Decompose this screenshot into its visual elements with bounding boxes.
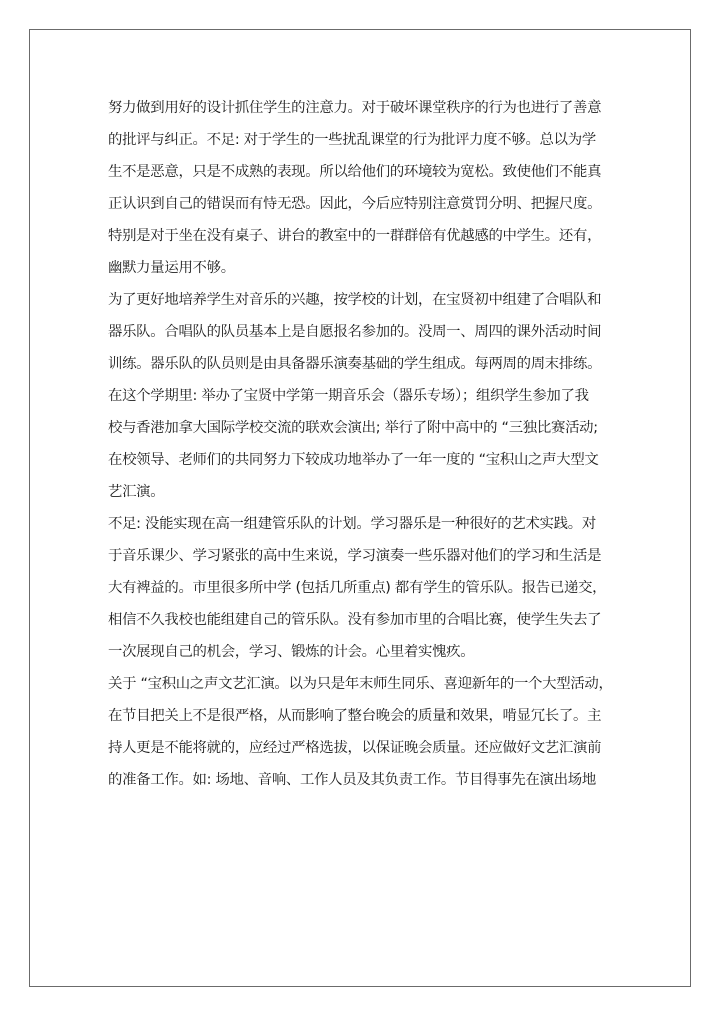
text-line: 的批评与纠正。不足: 对于学生的一些扰乱课堂的行为批评力度不够。总以为学 bbox=[108, 132, 596, 148]
text-line: 生不是恶意，只是不成熟的表现。所以给他们的环境较为宽松。致使他们不能真 bbox=[108, 164, 602, 180]
text-line: 于音乐课少、学习紧张的高中生来说，学习演奏一些乐器对他们的学习和生活是 bbox=[108, 548, 602, 564]
text-line: 器乐队。合唱队的队员基本上是自愿报名参加的。没周一、周四的课外活动时间 bbox=[108, 324, 602, 340]
document-body bbox=[108, 92, 628, 796]
paragraph-start-line: 关于 “宝积山之声文艺汇演。以为只是年末师生同乐、喜迎新年的一个大型活动， bbox=[108, 676, 613, 692]
text-line: 大有裨益的。市里很多所中学 (包括几所重点) 都有学生的管乐队。报告已递交， bbox=[108, 580, 607, 596]
text-line: 努力做到用好的设计抓住学生的注意力。对于破坏课堂秩序的行为也进行了善意 bbox=[108, 100, 602, 116]
text-line: 在校领导、老师们的共同努力下较成功地举办了一年一度的 “宝积山之声大型文 bbox=[108, 452, 599, 468]
paragraph-start-line: 不足: 没能实现在高一组建管乐队的计划。学习器乐是一种很好的艺术实践。对 bbox=[108, 516, 596, 532]
text-line: 相信不久我校也能组建自己的管乐队。没有参加市里的合唱比赛，使学生失去了 bbox=[108, 612, 602, 628]
text-line: 的准备工作。如: 场地、音响、工作人员及其负责工作。节目得事先在演出场地 bbox=[108, 772, 596, 788]
text-line: 一次展现自己的机会，学习、锻炼的计会。心里着实愧疚。 bbox=[108, 644, 475, 660]
text-line: 艺汇演。 bbox=[108, 484, 165, 500]
text-line: 特别是对于坐在没有桌子、讲台的教室中的一群群倍有优越感的中学生。还有， bbox=[108, 228, 602, 244]
text-line: 正认识到自己的错误而有恃无恐。因此，今后应特别注意赏罚分明、把握尺度。 bbox=[108, 196, 602, 212]
text-line: 幽默力量运用不够。 bbox=[108, 260, 235, 276]
text-line: 在节目把关上不是很严格，从而影响了整台晚会的质量和效果，啃显冗长了。主 bbox=[108, 708, 602, 724]
paragraph-start-line: 为了更好地培养学生对音乐的兴趣，按学校的计划，在宝贤初中组建了合唱队和 bbox=[108, 292, 602, 308]
text-line: 校与香港加拿大国际学校交流的联欢会演出; 举行了附中高中的 “三独比赛活动; bbox=[108, 420, 598, 436]
text-line: 在这个学期里: 举办了宝贤中学第一期音乐会（器乐专场）；组织学生参加了我 bbox=[108, 388, 589, 404]
text-line: 持人更是不能将就的，应经过严格选拔，以保证晚会质量。还应做好文艺汇演前 bbox=[108, 740, 602, 756]
text-line: 训练。器乐队的队员则是由具备器乐演奏基础的学生组成。每两周的周末排练。 bbox=[108, 356, 602, 372]
